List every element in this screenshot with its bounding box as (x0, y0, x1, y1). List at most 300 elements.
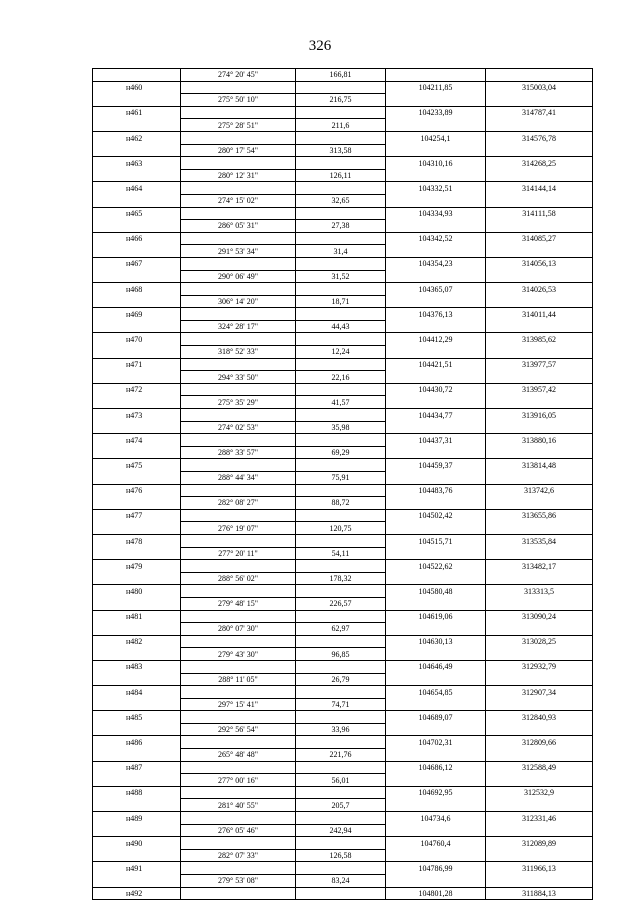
point-name-cell (93, 522, 181, 535)
angle-cell: 279° 53' 08" (181, 875, 296, 888)
y-coordinate-cell: 314787,41 (486, 106, 593, 119)
x-coordinate-cell (386, 497, 486, 510)
y-coordinate-cell (486, 597, 593, 610)
angle-cell (181, 409, 296, 422)
segment-row (93, 245, 593, 258)
distance-cell: 22,16 (296, 371, 386, 384)
angle-cell (181, 509, 296, 522)
point-row (93, 786, 593, 799)
point-name-cell (93, 472, 181, 485)
point-row (93, 81, 593, 94)
point-row (93, 409, 593, 422)
angle-cell: 279° 43' 30" (181, 648, 296, 661)
x-coordinate-cell: 104734,6 (386, 812, 486, 825)
distance-cell: 26,79 (296, 673, 386, 686)
point-name-cell (93, 69, 181, 82)
angle-cell: 290° 06' 49" (181, 270, 296, 283)
x-coordinate-cell (386, 597, 486, 610)
x-coordinate-cell: 104801,28 (386, 887, 486, 900)
angle-cell (181, 157, 296, 170)
distance-cell (296, 862, 386, 875)
y-coordinate-cell (486, 875, 593, 888)
point-row (93, 157, 593, 170)
point-name-cell: н489 (93, 812, 181, 825)
point-row (93, 686, 593, 699)
x-coordinate-cell (386, 119, 486, 132)
x-coordinate-cell: 104459,37 (386, 459, 486, 472)
y-coordinate-cell: 312089,89 (486, 837, 593, 850)
point-row (93, 232, 593, 245)
segment-row (93, 346, 593, 359)
distance-cell (296, 333, 386, 346)
x-coordinate-cell: 104376,13 (386, 308, 486, 321)
angle-cell: 291° 53' 34" (181, 245, 296, 258)
y-coordinate-cell: 312588,49 (486, 761, 593, 774)
segment-row (93, 698, 593, 711)
distance-cell: 126,11 (296, 169, 386, 182)
segment-row (93, 472, 593, 485)
y-coordinate-cell (486, 472, 593, 485)
segment-row (93, 774, 593, 787)
angle-cell: 279° 48' 15" (181, 597, 296, 610)
y-coordinate-cell (486, 547, 593, 560)
angle-cell (181, 786, 296, 799)
point-name-cell: н471 (93, 358, 181, 371)
distance-cell: 62,97 (296, 623, 386, 636)
distance-cell: 56,01 (296, 774, 386, 787)
point-row (93, 333, 593, 346)
x-coordinate-cell: 104334,93 (386, 207, 486, 220)
angle-cell (181, 182, 296, 195)
x-coordinate-cell: 104365,07 (386, 283, 486, 296)
distance-cell: 74,71 (296, 698, 386, 711)
y-coordinate-cell: 312809,66 (486, 736, 593, 749)
distance-cell: 83,24 (296, 875, 386, 888)
x-coordinate-cell: 104342,52 (386, 232, 486, 245)
y-coordinate-cell: 313742,6 (486, 484, 593, 497)
angle-cell (181, 131, 296, 144)
point-row (93, 308, 593, 321)
point-name-cell (93, 245, 181, 258)
x-coordinate-cell: 104580,48 (386, 585, 486, 598)
angle-cell (181, 862, 296, 875)
distance-cell (296, 358, 386, 371)
point-name-cell: н486 (93, 736, 181, 749)
angle-cell: 318° 52' 33" (181, 346, 296, 359)
x-coordinate-cell: 104522,62 (386, 560, 486, 573)
angle-cell: 275° 35' 29" (181, 396, 296, 409)
distance-cell (296, 283, 386, 296)
distance-cell: 69,29 (296, 446, 386, 459)
y-coordinate-cell (486, 119, 593, 132)
distance-cell: 31,52 (296, 270, 386, 283)
x-coordinate-cell: 104686,12 (386, 761, 486, 774)
y-coordinate-cell (486, 497, 593, 510)
segment-row (93, 623, 593, 636)
angle-cell (181, 434, 296, 447)
distance-cell: 32,65 (296, 194, 386, 207)
x-coordinate-cell: 104421,51 (386, 358, 486, 371)
point-name-cell: н461 (93, 106, 181, 119)
x-coordinate-cell: 104654,85 (386, 686, 486, 699)
point-name-cell (93, 572, 181, 585)
angle-cell (181, 358, 296, 371)
distance-cell: 88,72 (296, 497, 386, 510)
angle-cell: 275° 50' 10" (181, 94, 296, 107)
x-coordinate-cell (386, 875, 486, 888)
point-row (93, 434, 593, 447)
y-coordinate-cell: 314144,14 (486, 182, 593, 195)
point-name-cell (93, 547, 181, 560)
x-coordinate-cell: 104211,85 (386, 81, 486, 94)
point-row (93, 660, 593, 673)
point-row (93, 585, 593, 598)
segment-row (93, 849, 593, 862)
x-coordinate-cell (386, 824, 486, 837)
distance-cell: 18,71 (296, 295, 386, 308)
y-coordinate-cell: 313090,24 (486, 610, 593, 623)
y-coordinate-cell (486, 824, 593, 837)
distance-cell (296, 383, 386, 396)
angle-cell: 280° 07' 30" (181, 623, 296, 636)
y-coordinate-cell: 313482,17 (486, 560, 593, 573)
x-coordinate-cell (386, 749, 486, 762)
y-coordinate-cell: 312331,46 (486, 812, 593, 825)
segment-row (93, 421, 593, 434)
angle-cell (181, 736, 296, 749)
point-name-cell (93, 371, 181, 384)
x-coordinate-cell (386, 245, 486, 258)
point-name-cell: н467 (93, 257, 181, 270)
x-coordinate-cell: 104515,71 (386, 534, 486, 547)
y-coordinate-cell (486, 446, 593, 459)
x-coordinate-cell: 104689,07 (386, 711, 486, 724)
segment-row (93, 749, 593, 762)
segment-row (93, 295, 593, 308)
point-row (93, 509, 593, 522)
y-coordinate-cell (486, 849, 593, 862)
segment-row (93, 673, 593, 686)
point-name-cell: н460 (93, 81, 181, 94)
x-coordinate-cell: 104502,42 (386, 509, 486, 522)
segment-row (93, 270, 593, 283)
x-coordinate-cell (386, 421, 486, 434)
distance-cell (296, 585, 386, 598)
point-row (93, 283, 593, 296)
y-coordinate-cell: 311966,13 (486, 862, 593, 875)
angle-cell (181, 106, 296, 119)
angle-cell: 288° 56' 02" (181, 572, 296, 585)
x-coordinate-cell (386, 698, 486, 711)
angle-cell (181, 686, 296, 699)
x-coordinate-cell: 104692,95 (386, 786, 486, 799)
distance-cell (296, 409, 386, 422)
x-coordinate-cell (386, 572, 486, 585)
point-name-cell: н492 (93, 887, 181, 900)
x-coordinate-cell: 104646,49 (386, 660, 486, 673)
y-coordinate-cell: 312840,93 (486, 711, 593, 724)
x-coordinate-cell: 104233,89 (386, 106, 486, 119)
x-coordinate-cell (386, 849, 486, 862)
x-coordinate-cell: 104310,16 (386, 157, 486, 170)
segment-row (93, 119, 593, 132)
point-name-cell: н465 (93, 207, 181, 220)
angle-cell (181, 383, 296, 396)
y-coordinate-cell (486, 346, 593, 359)
x-coordinate-cell (386, 169, 486, 182)
angle-cell (181, 308, 296, 321)
x-coordinate-cell (386, 94, 486, 107)
point-name-cell: н487 (93, 761, 181, 774)
x-coordinate-cell: 104630,13 (386, 635, 486, 648)
point-name-cell: н470 (93, 333, 181, 346)
point-row (93, 207, 593, 220)
y-coordinate-cell (486, 245, 593, 258)
distance-cell: 226,57 (296, 597, 386, 610)
distance-cell (296, 812, 386, 825)
distance-cell: 205,7 (296, 799, 386, 812)
x-coordinate-cell (386, 547, 486, 560)
y-coordinate-cell (486, 94, 593, 107)
x-coordinate-cell (386, 270, 486, 283)
point-name-cell: н466 (93, 232, 181, 245)
angle-cell (181, 283, 296, 296)
point-row (93, 106, 593, 119)
point-name-cell (93, 421, 181, 434)
y-coordinate-cell: 314056,13 (486, 257, 593, 270)
point-name-cell: н469 (93, 308, 181, 321)
angle-cell (181, 711, 296, 724)
distance-cell (296, 131, 386, 144)
point-row (93, 610, 593, 623)
point-name-cell: н468 (93, 283, 181, 296)
point-name-cell (93, 169, 181, 182)
angle-cell: 324° 28' 17" (181, 320, 296, 333)
distance-cell (296, 509, 386, 522)
x-coordinate-cell: 104619,06 (386, 610, 486, 623)
segment-row (93, 723, 593, 736)
y-coordinate-cell (486, 723, 593, 736)
angle-cell: 288° 44' 34" (181, 472, 296, 485)
point-name-cell (93, 144, 181, 157)
point-name-cell (93, 875, 181, 888)
y-coordinate-cell (486, 371, 593, 384)
y-coordinate-cell (486, 749, 593, 762)
x-coordinate-cell (386, 346, 486, 359)
x-coordinate-cell (386, 799, 486, 812)
x-coordinate-cell (386, 320, 486, 333)
segment-row (93, 371, 593, 384)
point-name-cell (93, 749, 181, 762)
angle-cell (181, 660, 296, 673)
segment-row (93, 396, 593, 409)
distance-cell: 126,58 (296, 849, 386, 862)
point-name-cell: н490 (93, 837, 181, 850)
distance-cell: 211,6 (296, 119, 386, 132)
segment-row (93, 497, 593, 510)
x-coordinate-cell (386, 371, 486, 384)
point-row (93, 257, 593, 270)
point-row (93, 887, 593, 900)
point-name-cell (93, 723, 181, 736)
y-coordinate-cell: 311884,13 (486, 887, 593, 900)
distance-cell (296, 182, 386, 195)
distance-cell (296, 157, 386, 170)
x-coordinate-cell: 104354,23 (386, 257, 486, 270)
angle-cell: 292° 56' 54" (181, 723, 296, 736)
x-coordinate-cell (386, 144, 486, 157)
point-name-cell (93, 673, 181, 686)
angle-cell: 288° 33' 57" (181, 446, 296, 459)
angle-cell: 306° 14' 20" (181, 295, 296, 308)
x-coordinate-cell (386, 723, 486, 736)
angle-cell: 274° 15' 02" (181, 194, 296, 207)
angle-cell: 282° 07' 33" (181, 849, 296, 862)
distance-cell: 120,75 (296, 522, 386, 535)
point-name-cell (93, 698, 181, 711)
angle-cell (181, 887, 296, 900)
y-coordinate-cell: 314576,78 (486, 131, 593, 144)
segment-row (93, 522, 593, 535)
y-coordinate-cell: 313814,48 (486, 459, 593, 472)
point-row (93, 635, 593, 648)
angle-cell: 274° 20' 45" (181, 69, 296, 82)
point-name-cell: н480 (93, 585, 181, 598)
point-row (93, 182, 593, 195)
point-name-cell (93, 320, 181, 333)
segment-row (93, 220, 593, 233)
angle-cell: 274° 02' 53" (181, 421, 296, 434)
angle-cell (181, 837, 296, 850)
y-coordinate-cell (486, 144, 593, 157)
point-name-cell (93, 446, 181, 459)
distance-cell (296, 534, 386, 547)
point-name-cell: н463 (93, 157, 181, 170)
angle-cell (181, 585, 296, 598)
angle-cell: 276° 19' 07" (181, 522, 296, 535)
point-row (93, 711, 593, 724)
distance-cell: 44,43 (296, 320, 386, 333)
y-coordinate-cell (486, 194, 593, 207)
point-name-cell: н477 (93, 509, 181, 522)
y-coordinate-cell (486, 320, 593, 333)
distance-cell (296, 635, 386, 648)
y-coordinate-cell (486, 295, 593, 308)
point-row (93, 484, 593, 497)
segment-row (93, 320, 593, 333)
distance-cell (296, 686, 386, 699)
x-coordinate-cell: 104437,31 (386, 434, 486, 447)
y-coordinate-cell: 313535,84 (486, 534, 593, 547)
y-coordinate-cell: 313313,5 (486, 585, 593, 598)
x-coordinate-cell (386, 220, 486, 233)
distance-cell (296, 257, 386, 270)
angle-cell (181, 812, 296, 825)
point-name-cell (93, 396, 181, 409)
y-coordinate-cell: 312532,9 (486, 786, 593, 799)
y-coordinate-cell: 313880,16 (486, 434, 593, 447)
point-row (93, 383, 593, 396)
distance-cell (296, 459, 386, 472)
y-coordinate-cell: 315003,04 (486, 81, 593, 94)
distance-cell (296, 207, 386, 220)
segment-row (93, 194, 593, 207)
angle-cell (181, 257, 296, 270)
x-coordinate-cell (386, 648, 486, 661)
x-coordinate-cell: 104332,51 (386, 182, 486, 195)
point-name-cell (93, 270, 181, 283)
angle-cell: 286° 05' 31" (181, 220, 296, 233)
y-coordinate-cell (486, 220, 593, 233)
point-name-cell (93, 346, 181, 359)
angle-cell: 281° 40' 55" (181, 799, 296, 812)
page-number: 326 (308, 38, 332, 54)
distance-cell: 178,32 (296, 572, 386, 585)
angle-cell: 297° 15' 41" (181, 698, 296, 711)
segment-row (93, 648, 593, 661)
point-row (93, 131, 593, 144)
x-coordinate-cell (386, 69, 486, 82)
point-name-cell: н482 (93, 635, 181, 648)
point-name-cell: н485 (93, 711, 181, 724)
segment-row (93, 144, 593, 157)
point-name-cell: н474 (93, 434, 181, 447)
y-coordinate-cell: 314011,44 (486, 308, 593, 321)
segment-row (93, 547, 593, 560)
y-coordinate-cell: 313977,57 (486, 358, 593, 371)
segment-row (93, 572, 593, 585)
distance-cell: 41,57 (296, 396, 386, 409)
y-coordinate-cell: 314026,53 (486, 283, 593, 296)
distance-cell (296, 786, 386, 799)
distance-cell (296, 887, 386, 900)
point-row (93, 812, 593, 825)
point-name-cell: н484 (93, 686, 181, 699)
y-coordinate-cell (486, 799, 593, 812)
y-coordinate-cell (486, 648, 593, 661)
x-coordinate-cell: 104254,1 (386, 131, 486, 144)
point-name-cell (93, 220, 181, 233)
angle-cell: 277° 20' 11" (181, 547, 296, 560)
x-coordinate-cell: 104702,31 (386, 736, 486, 749)
segment-row (93, 799, 593, 812)
x-coordinate-cell: 104786,99 (386, 862, 486, 875)
y-coordinate-cell: 314085,27 (486, 232, 593, 245)
point-name-cell (93, 295, 181, 308)
distance-cell (296, 232, 386, 245)
angle-cell (181, 610, 296, 623)
distance-cell (296, 761, 386, 774)
point-row (93, 358, 593, 371)
point-name-cell (93, 799, 181, 812)
angle-cell (181, 484, 296, 497)
distance-cell (296, 484, 386, 497)
angle-cell (181, 333, 296, 346)
y-coordinate-cell: 312907,34 (486, 686, 593, 699)
y-coordinate-cell (486, 522, 593, 535)
coordinates-table-wrapper (92, 68, 593, 900)
distance-cell: 216,75 (296, 94, 386, 107)
angle-cell: 294° 33' 50" (181, 371, 296, 384)
segment-row (93, 69, 593, 82)
distance-cell: 31,4 (296, 245, 386, 258)
x-coordinate-cell (386, 522, 486, 535)
point-name-cell (93, 194, 181, 207)
distance-cell: 166,81 (296, 69, 386, 82)
point-name-cell: н464 (93, 182, 181, 195)
segment-row (93, 446, 593, 459)
segment-row (93, 169, 593, 182)
